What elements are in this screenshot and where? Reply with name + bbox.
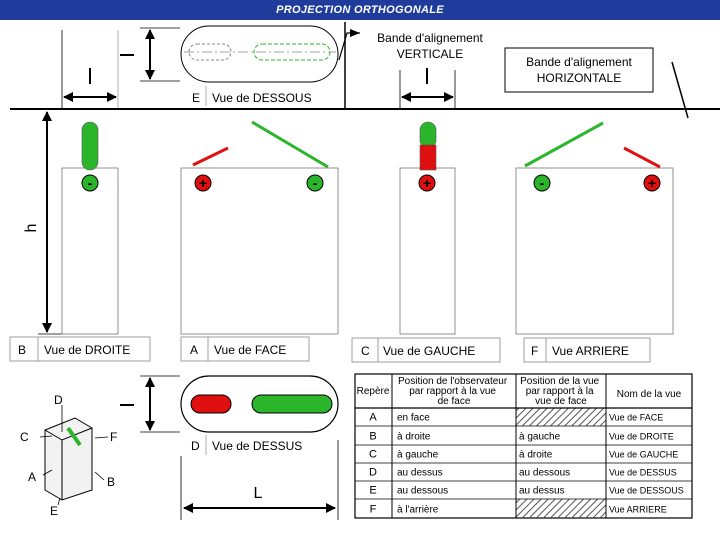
table-header-observer: Position de l'observateur par rapport à la vue de face [398, 376, 508, 407]
view-e-name: Vue de DESSOUS [212, 91, 312, 105]
table-cell-observer: en face [397, 412, 430, 424]
dimension-L-label: L [253, 485, 263, 502]
table-cell-observer: à gauche [397, 449, 439, 461]
table-cell-position: à gauche [519, 431, 561, 443]
view-c-band-red [420, 145, 436, 170]
iso-label-b: B [107, 475, 116, 489]
view-d-name: Vue de DESSUS [212, 439, 303, 453]
view-e-letter: E [192, 91, 201, 105]
isometric-battery [20, 393, 117, 518]
view-a-letter: A [190, 343, 199, 357]
table-header-position: Position de la vue par rapport à la vue de face [520, 376, 600, 407]
table-cell-position: à droite [519, 449, 553, 461]
view-b-minus-sign: - [87, 175, 93, 191]
view-f-band-green [525, 123, 603, 166]
table-cell-name: Vue de DROITE [609, 431, 674, 442]
view-e-outline [181, 26, 338, 82]
view-b-letter: B [18, 343, 27, 357]
callout-horizontal-line1: Bande d'alignement [526, 55, 632, 69]
view-f-box [516, 168, 673, 334]
view-f-minus-sign: - [539, 175, 545, 191]
table-cell-mark: E [369, 484, 377, 497]
table-cell-name: Vue de GAUCHE [609, 449, 679, 460]
view-d-green-band [252, 395, 332, 413]
iso-label-d: D [54, 393, 63, 407]
view-c-name: Vue de GAUCHE [383, 344, 476, 358]
iso-label-a: A [28, 470, 37, 484]
callout-vertical-line1: Bande d'alignement [377, 31, 483, 45]
table-cell-mark: F [369, 503, 377, 516]
table-cell-name: Vue de DESSOUS [609, 485, 684, 496]
view-a-band-green [252, 122, 328, 167]
view-a-plus-sign: + [198, 175, 208, 191]
view-a-band-red [193, 148, 228, 165]
iso-label-e: E [50, 504, 59, 518]
table-cell-position: au dessus [519, 485, 565, 497]
view-f-plus-sign: + [647, 175, 657, 191]
callout-vertical-line2: VERTICALE [396, 47, 464, 61]
table-cell-mark: C [369, 448, 377, 461]
table-cell-observer: au dessus [397, 467, 443, 479]
view-c-band-green [420, 122, 436, 148]
iso-label-c: C [20, 430, 29, 444]
view-c-plus-sign: + [422, 175, 432, 191]
view-f-letter: F [531, 344, 539, 358]
view-c-box [400, 168, 455, 334]
table-header-mark: Repère [356, 386, 390, 397]
view-a-box [181, 168, 338, 334]
table-cell-observer: à droite [397, 431, 431, 443]
table-cell-mark: D [369, 466, 377, 479]
callout-vertical-pointer [339, 33, 360, 60]
view-b-box [62, 168, 118, 334]
table-header-name: Nom de la vue [616, 389, 682, 400]
table-cell-observer: à l'arrière [397, 504, 439, 516]
view-d-red-terminal [191, 395, 231, 413]
table-hatch-a [516, 408, 606, 426]
view-d-letter: D [191, 439, 200, 453]
page-title: PROJECTION ORTHOGONALE [276, 4, 444, 16]
table-cell-position: au dessous [519, 467, 571, 479]
view-b-name: Vue de DROITE [44, 343, 131, 357]
view-b-band-green [82, 122, 98, 170]
table-cell-observer: au dessous [397, 485, 449, 497]
callout-horizontal-line2: HORIZONTALE [536, 71, 622, 85]
dimension-h-label: h [23, 223, 40, 233]
table-cell-name: Vue de FACE [609, 412, 664, 423]
iso-label-f: F [110, 430, 118, 444]
view-a-name: Vue de FACE [214, 343, 287, 357]
view-f-band-red [624, 148, 660, 167]
table-cell-mark: B [369, 430, 377, 443]
view-f-name: Vue ARRIERE [552, 344, 629, 358]
table-cell-name: Vue ARRIERE [609, 504, 667, 515]
view-a-minus-sign: - [312, 175, 318, 191]
table-hatch-f [516, 499, 606, 518]
view-c-letter: C [361, 344, 370, 358]
table-cell-name: Vue de DESSUS [609, 467, 677, 478]
table-cell-mark: A [369, 411, 377, 424]
